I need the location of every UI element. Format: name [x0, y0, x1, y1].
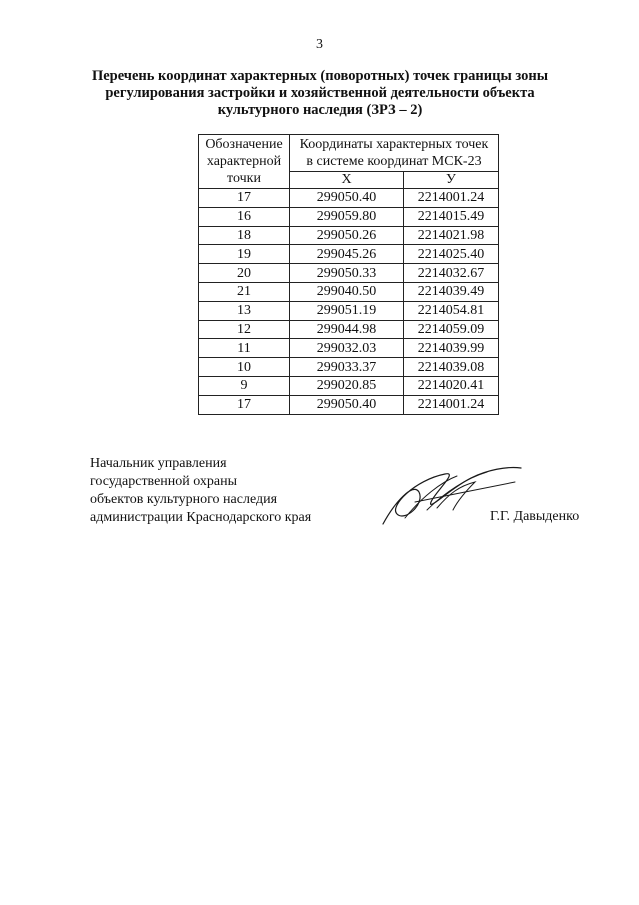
table-row: [199, 320, 499, 339]
point-cell: 21: [199, 282, 290, 301]
signer-position-line: государственной охраны: [90, 474, 238, 489]
point-cell: 16: [199, 207, 290, 226]
table-row: [199, 264, 499, 283]
table-row: [199, 245, 499, 264]
point-cell: 12: [199, 320, 290, 339]
y-cell: 2214020.41: [404, 376, 499, 395]
x-cell: 299050.26: [290, 226, 404, 245]
signer-name: Г.Г. Давыденко: [490, 509, 580, 524]
y-cell: 2214054.81: [404, 301, 499, 320]
table-row: [199, 226, 499, 245]
coordinates-table-body: [198, 134, 499, 415]
table-row: [199, 395, 499, 414]
x-cell: 299050.33: [290, 264, 404, 283]
point-cell: 20: [199, 264, 290, 283]
x-cell: 299044.98: [290, 320, 404, 339]
x-cell: 299045.26: [290, 245, 404, 264]
signer-position-line: Начальник управления: [90, 456, 227, 471]
header-point-line: точки: [227, 171, 261, 186]
point-cell: 17: [199, 395, 290, 414]
point-cell: 18: [199, 226, 290, 245]
y-cell: 2214039.49: [404, 282, 499, 301]
header-point-designation: [199, 135, 290, 189]
header-point-line: характерной: [206, 154, 282, 169]
table-row: [199, 301, 499, 320]
x-cell: 299033.37: [290, 358, 404, 377]
y-cell: 2214059.09: [404, 320, 499, 339]
table-row: [199, 189, 499, 208]
title-line: Перечень координат характерных (поворотных) точек границы зоны: [91, 68, 549, 84]
x-cell: 299050.40: [290, 395, 404, 414]
x-cell: 299059.80: [290, 207, 404, 226]
table-row: [199, 376, 499, 395]
x-cell: 299050.40: [290, 189, 404, 208]
title-line: культурного наследия (ЗРЗ – 2): [217, 102, 423, 118]
y-cell: 2214032.67: [404, 264, 499, 283]
y-cell: 2214015.49: [404, 207, 499, 226]
y-cell: 2214001.24: [404, 395, 499, 414]
table-header-row: [199, 135, 499, 172]
point-cell: 11: [199, 339, 290, 358]
point-cell: 17: [199, 189, 290, 208]
y-cell: 2214001.24: [404, 189, 499, 208]
table-row: [199, 282, 499, 301]
signer-position-line: объектов культурного наследия: [90, 492, 278, 507]
header-coords-line: в системе координат МСК-23: [306, 154, 482, 169]
table-row: [199, 339, 499, 358]
y-cell: 2214025.40: [404, 245, 499, 264]
table-row: [199, 207, 499, 226]
y-cell: 2214039.99: [404, 339, 499, 358]
header-coordinates: [290, 135, 499, 172]
header-y: У: [404, 172, 499, 189]
signer-position: [90, 455, 311, 527]
title-line: регулирования застройки и хозяйственной деятельности объекта: [105, 85, 535, 101]
table-row: [199, 358, 499, 377]
header-coords-line: Координаты характерных точек: [299, 137, 489, 152]
point-cell: 19: [199, 245, 290, 264]
header-x: X: [290, 172, 404, 189]
document-title: [80, 68, 560, 119]
signer-position-line: администрации Краснодарского края: [90, 510, 312, 525]
point-cell: 9: [199, 376, 290, 395]
x-cell: 299040.50: [290, 282, 404, 301]
point-cell: 13: [199, 301, 290, 320]
x-cell: 299051.19: [290, 301, 404, 320]
y-cell: 2214021.98: [404, 226, 499, 245]
x-cell: 299032.03: [290, 339, 404, 358]
header-point-line: Обозначение: [205, 137, 283, 152]
page-number: 3: [316, 37, 323, 52]
point-cell: 10: [199, 358, 290, 377]
x-cell: 299020.85: [290, 376, 404, 395]
y-cell: 2214039.08: [404, 358, 499, 377]
